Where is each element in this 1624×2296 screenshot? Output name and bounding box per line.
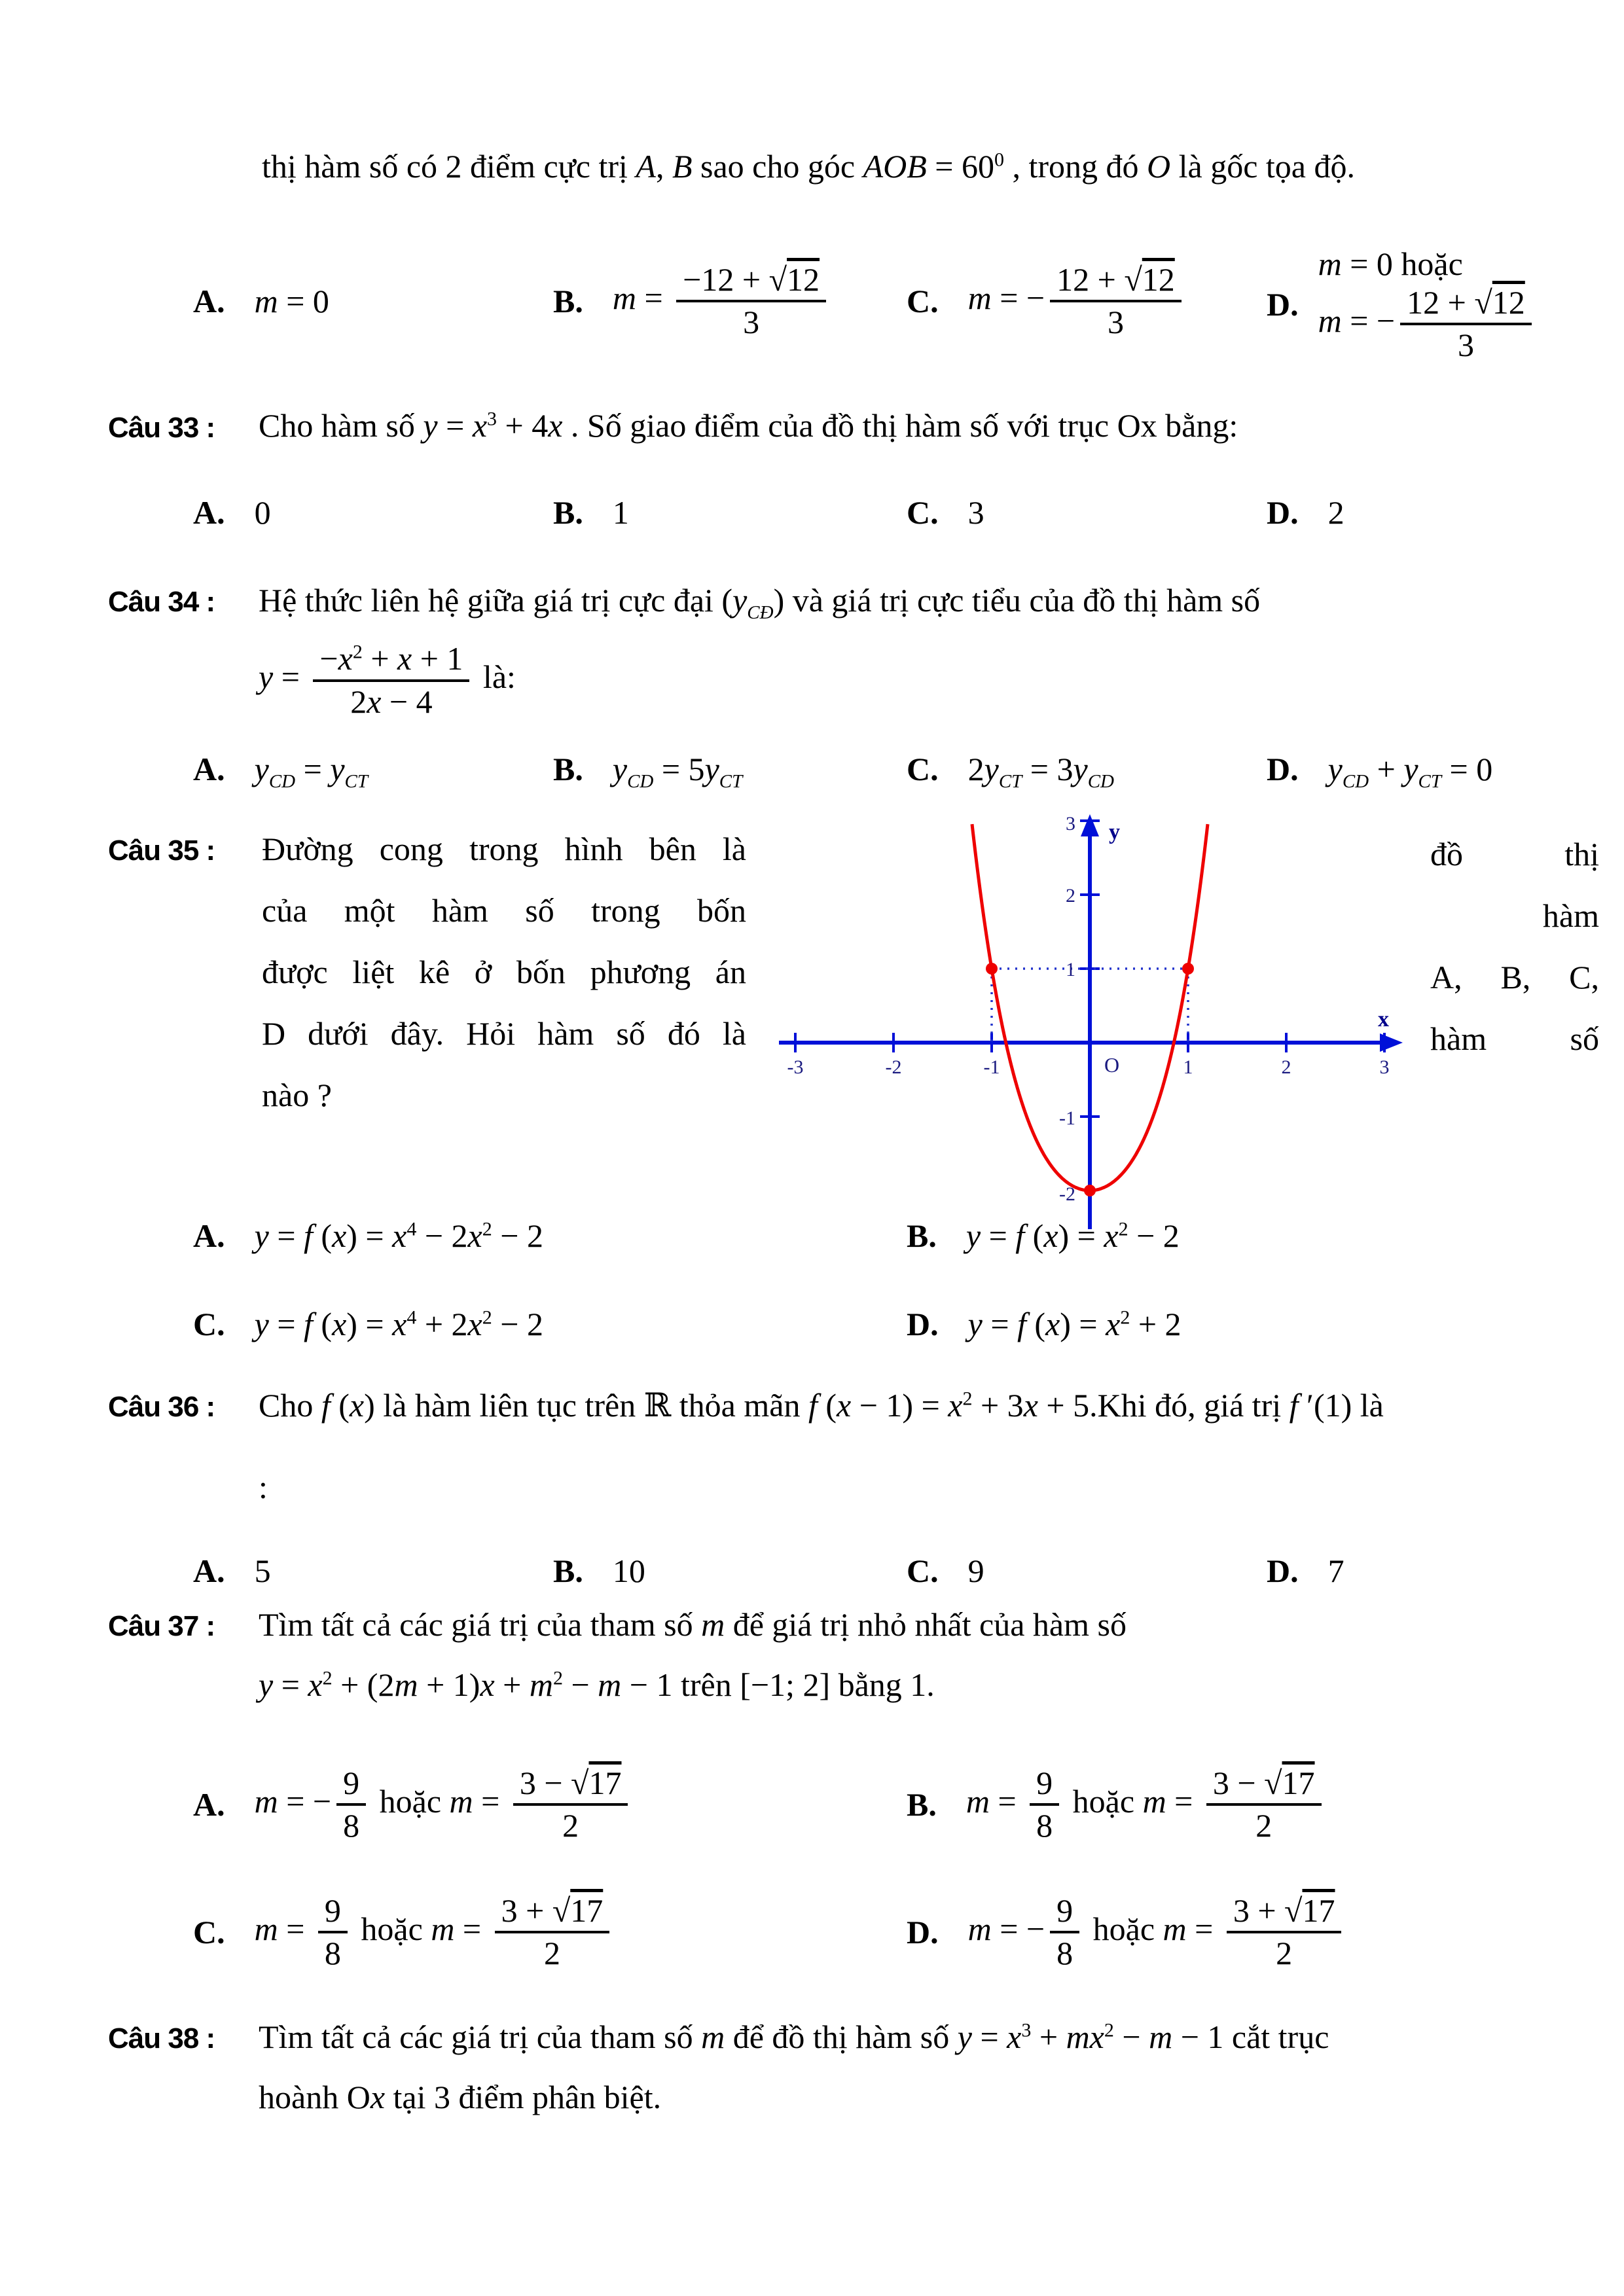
- option-letter: A.: [193, 283, 225, 319]
- axis-letter-labels: [1109, 820, 1389, 1031]
- option-letter: D.: [1267, 493, 1299, 531]
- option-34-a: [193, 743, 368, 795]
- option-37-b: [907, 1742, 1327, 1867]
- option-letter: A.: [193, 1552, 225, 1589]
- option-letter: A.: [193, 1786, 225, 1823]
- y-tick-label: 2: [1066, 885, 1075, 906]
- x-tick-label: 2: [1281, 1056, 1291, 1078]
- option-value: 10: [612, 1552, 645, 1589]
- question-34-formula-math: y = $\frac{-x^2 + x + 1}{2x - 4}$ là:: [259, 640, 516, 720]
- option-value: 5: [254, 1552, 271, 1589]
- question-35-text-left: [262, 818, 746, 1126]
- option-37-d-math: m = − $\frac{9}{8}$ hoặc m = $\frac{3 + √17}{2}$: [968, 1892, 1347, 1973]
- y-tick-label: 3: [1066, 813, 1075, 834]
- option-pre-a: [193, 242, 329, 360]
- option-letter: D.: [907, 1306, 939, 1342]
- option-35-c-math: y = f $(x) = x^4 + 2x^2 - 2$: [254, 1306, 543, 1342]
- paragraph-line: Đường cong trong hình bên là: [262, 831, 746, 867]
- question-34-formula: [259, 623, 516, 738]
- option-letter: A.: [193, 493, 225, 531]
- question-35-label: Câu 35 :: [108, 834, 215, 867]
- option-33-c: [907, 488, 984, 537]
- option-letter: C.: [907, 493, 939, 531]
- question-33-text: Cho hàm số $y = x^3 + 4x$ . Số giao điểm của đồ thị hàm số với trục Ox bằng:: [259, 407, 1238, 444]
- option-pre-c: [907, 242, 1187, 360]
- option-letter: B.: [553, 493, 583, 531]
- question-37-label: Câu 37 :: [108, 1610, 215, 1642]
- option-letter: D.: [907, 1914, 939, 1950]
- option-34-d: [1267, 743, 1492, 795]
- x-axis-label: x: [1378, 1007, 1389, 1031]
- option-36-d: [1267, 1546, 1344, 1595]
- option-34-a-math: $y_{CD} = y_{CT}$: [254, 751, 368, 792]
- option-letter: B.: [553, 751, 583, 787]
- option-33-b: [553, 488, 629, 537]
- question-35-text-right: [1430, 823, 1599, 1069]
- option-value: 9: [967, 1552, 984, 1589]
- x-tick-label: 3: [1379, 1056, 1390, 1078]
- axes: [779, 830, 1386, 1229]
- option-34-d-math: $y_{CD} + y_{CT} = 0$: [1327, 751, 1493, 792]
- option-letter: A.: [193, 1217, 225, 1254]
- option-34-c-math: $2y_{CT} = 3y_{CD}$: [967, 751, 1114, 792]
- origin-label: O: [1104, 1053, 1120, 1077]
- option-pre-d: [1267, 213, 1537, 396]
- x-tick-label: -1: [983, 1056, 1000, 1078]
- option-35-a: [193, 1210, 543, 1262]
- paragraph-line: hàm: [1542, 897, 1599, 934]
- option-35-b-math: y = f $(x) = x^2 - 2$: [965, 1217, 1180, 1254]
- option-35-b: [907, 1210, 1180, 1262]
- function-graph: [759, 810, 1407, 1236]
- option-value: 3: [967, 493, 984, 531]
- question-33-label: Câu 33 :: [108, 412, 215, 444]
- question-38-label: Câu 38 :: [108, 2022, 215, 2054]
- y-tick-label: 1: [1066, 959, 1075, 980]
- option-letter: C.: [907, 1552, 939, 1589]
- paragraph-line: A, B, C,: [1430, 959, 1599, 996]
- option-letter: B.: [553, 283, 583, 319]
- paragraph-line: D dưới đây. Hỏi hàm số đó là: [262, 1015, 746, 1052]
- option-pre-c-math: m = − $\frac{12 + √12}{3}$: [968, 261, 1187, 342]
- option-34-c: [907, 743, 1114, 795]
- option-letter: D.: [1267, 286, 1299, 323]
- option-37-a: [193, 1742, 633, 1867]
- option-value: 1: [612, 493, 629, 531]
- option-36-a: [193, 1546, 271, 1595]
- option-35-d-math: y = f $(x) = x^2 + 2$: [967, 1306, 1182, 1342]
- paragraph-line: của một hàm số trong bốn: [262, 892, 746, 929]
- axis-arrowheads: [1081, 814, 1403, 1052]
- option-value: 2: [1327, 493, 1344, 531]
- option-letter: C.: [193, 1914, 225, 1950]
- y-tick-label: -1: [1059, 1107, 1075, 1129]
- paragraph-line: được liệt kê ở bốn phương án: [262, 954, 746, 990]
- y-tick-label: -2: [1059, 1183, 1075, 1205]
- paragraph-line: đồ thị: [1430, 836, 1599, 872]
- question-37-text-line2: $y = x^2 + (2m + 1)x + m^2 - m - 1$ trên [−1; 2] bằng 1.: [259, 1666, 935, 1703]
- option-37-c-math: m = $\frac{9}{8}$ hoặc m = $\frac{3 + √17}{2}$: [255, 1892, 615, 1973]
- option-pre-a-math: m = 0: [254, 283, 329, 319]
- option-34-b-math: $y_{CD} = 5y_{CT}$: [612, 751, 743, 792]
- x-tick-label: -2: [885, 1056, 902, 1078]
- option-35-a-math: y = f $(x) = x^4 - 2x^2 - 2$: [254, 1217, 543, 1254]
- option-pre-b-math: m = $\frac{-12 + √12}{3}$: [613, 261, 831, 342]
- option-letter: C.: [193, 1306, 225, 1342]
- question-36-label: Câu 36 :: [108, 1391, 215, 1423]
- option-37-b-math: m = $\frac{9}{8}$ hoặc m = $\frac{3 - √17}{2}$: [966, 1765, 1327, 1845]
- option-33-d: [1267, 488, 1344, 537]
- x-tick-label: 1: [1183, 1056, 1193, 1078]
- option-letter: D.: [1267, 1552, 1299, 1589]
- question32-continuation-text: thị hàm số có 2 điểm cực trị A, B sao cho góc AOB = $60^0$ , trong đó O là gốc tọa độ.: [262, 148, 1355, 185]
- y-axis-label: y: [1109, 820, 1120, 844]
- x-tick-label: -3: [787, 1056, 804, 1078]
- question-34-label: Câu 34 :: [108, 586, 215, 618]
- option-pre-d-stack: [1318, 245, 1537, 365]
- option-letter: D.: [1267, 751, 1299, 787]
- option-value: 0: [254, 493, 271, 531]
- option-letter: B.: [907, 1786, 937, 1823]
- option-pre-b: [553, 242, 831, 360]
- option-letter: B.: [907, 1217, 937, 1254]
- option-letter: C.: [907, 283, 939, 319]
- option-35-d: [907, 1298, 1182, 1350]
- question-38-text-line2: hoành Ox tại 3 điểm phân biệt.: [259, 2079, 662, 2115]
- option-letter: C.: [907, 751, 939, 787]
- option-pre-d-line2: m = − $\frac{12 + √12}{3}$: [1318, 284, 1537, 365]
- option-36-c: [907, 1546, 984, 1595]
- option-37-d: [907, 1870, 1346, 1994]
- option-pre-d-line1: m = 0 hoặc: [1318, 245, 1463, 282]
- option-37-a-math: m = − $\frac{9}{8}$ hoặc m = $\frac{3 - √17}{2}$: [255, 1765, 634, 1845]
- question-36-text: Cho f (x) là hàm liên tục trên ℝ thỏa mãn f $(x - 1) = x^2 + 3x + 5.Khi$ đó, giá trị f ′(1) là: [259, 1387, 1384, 1424]
- question-36-colon: :: [259, 1469, 268, 1505]
- option-37-c: [193, 1870, 615, 1994]
- option-letter: B.: [553, 1552, 583, 1589]
- question-34-text-line1: Hệ thức liên hệ giữa giá trị cực đại $(y_{CĐ})$ và giá trị cực tiểu của đồ thị hàm số: [259, 582, 1261, 623]
- option-letter: A.: [193, 751, 225, 787]
- question-38-text-line1: Tìm tất cả các giá trị của tham số m để đồ thị hàm số $y = x^3 + mx^2 - m - 1$ cắt trục: [259, 2018, 1329, 2055]
- option-36-b: [553, 1546, 645, 1595]
- option-33-a: [193, 488, 271, 537]
- paragraph-line: nào ?: [262, 1077, 332, 1113]
- option-value: 7: [1327, 1552, 1344, 1589]
- option-35-c: [193, 1298, 543, 1350]
- option-34-b: [553, 743, 742, 795]
- question-37-text-line1: Tìm tất cả các giá trị của tham số m để giá trị nhỏ nhất của hàm số: [259, 1606, 1127, 1643]
- paragraph-line: hàm số: [1430, 1020, 1599, 1057]
